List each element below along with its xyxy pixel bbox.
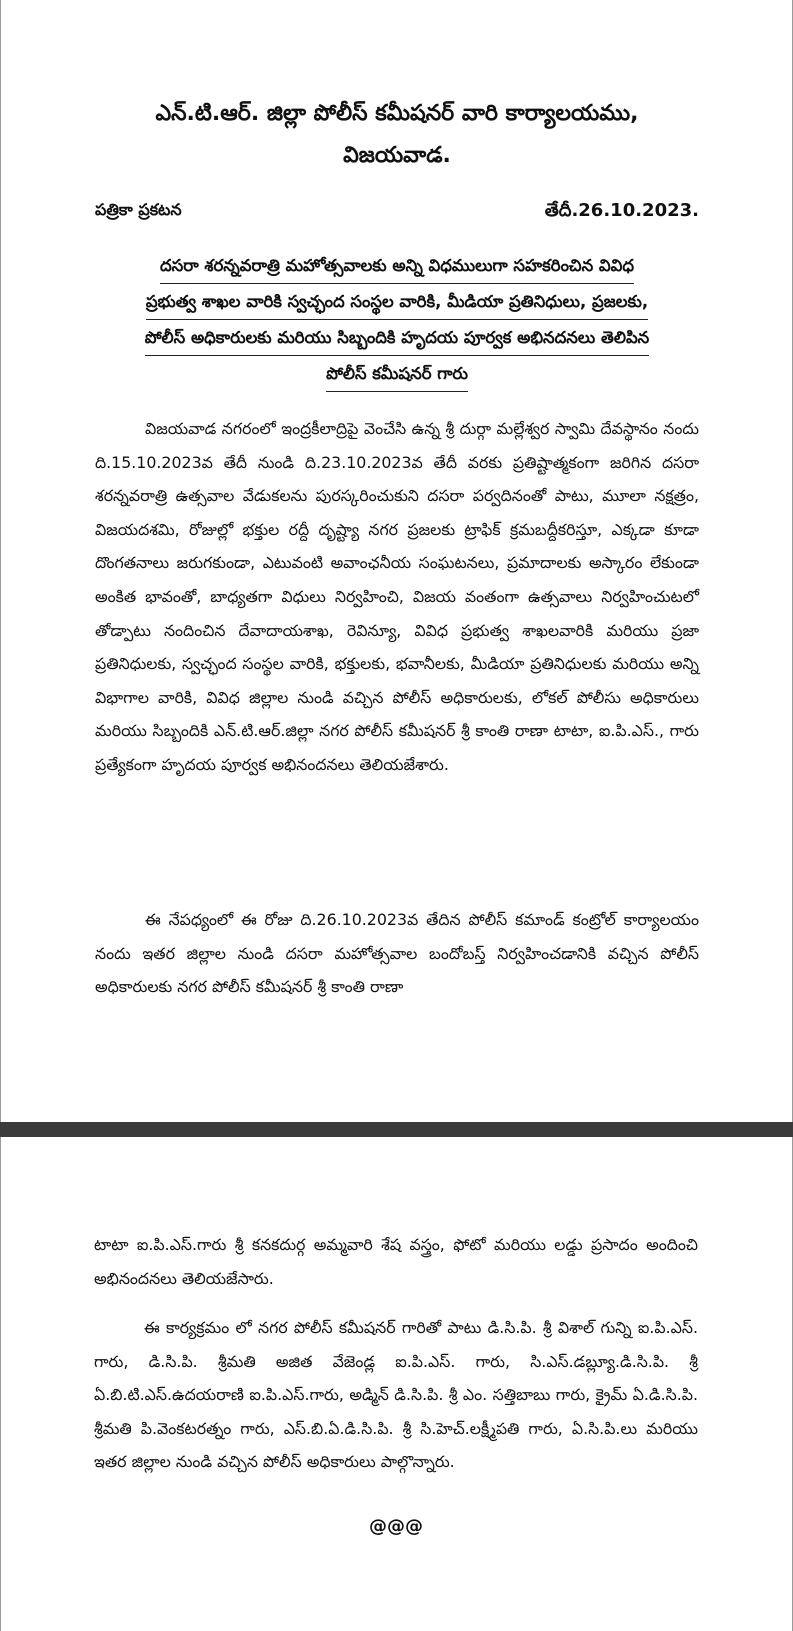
- subject-block: [95, 248, 699, 392]
- body-paragraph-4: [94, 1311, 698, 1479]
- body-paragraph-3: [94, 1228, 698, 1295]
- press-release-meta: [95, 200, 699, 225]
- page-separator: [0, 1122, 793, 1137]
- subject-line-1: దసరా శరన్నవరాత్రి మహోత్సవాలకు అన్ని విధములుగా సహకరించిన వివిధ: [160, 248, 634, 284]
- paragraph-text: ఈ కార్యక్రమం లో నగర పోలీస్ కమీషనర్ గారితో పాటు డి.సి.పి. శ్రీ విశాల్ గున్ని ఐ.పి.ఎస్. గారు, డి.సి.పి. శ్రీమతి అజిత వేజెండ్ల ఐ.పి.ఎస్. గారు, సి.ఎస్.డబ్ల్యూ.డి.సి.పి. శ్రీ ఏ.బి.టి.ఎస్.ఉదయరాణి ఐ.పి.ఎస్.గారు, అడ్మిన్ డి.సి.పి. శ్రీ ఎం. సత్తిబాబు గారు, క్రైమ్ ఏ.డి.సి.పి. శ్రీమతి పి.వెంకటరత్నం గారు, ఎస్.బి.ఏ.డి.సి.పి. శ్రీ సి.హెచ్.లక్ష్మీపతి గారు, ఏ.సి.పి.లు మరియు ఇతర జిల్లాల నుండి వచ్చిన పోలీస్ అధికారులు పాల్గొన్నారు.: [94, 1318, 698, 1472]
- subject-line-4: పోలీస్ కమీషనర్ గారు: [326, 356, 468, 392]
- signoff-mark: @@@: [369, 1516, 423, 1537]
- office-city: విజయవాడ.: [343, 143, 451, 168]
- body-paragraph-1: [95, 412, 699, 782]
- body-paragraph-2: [95, 903, 699, 1004]
- subject-line-3: పోలీస్ అధికారులకు మరియు సిబ్బందికి హృదయ పూర్వక అభినదనలు తెలిపిన: [145, 320, 650, 356]
- subject-line-2: ప్రభుత్వ శాఖల వారికి స్వచ్ఛంద సంస్థల వారికి, మీడియా ప్రతినిధులు, ప్రజలకు,: [146, 284, 648, 320]
- paragraph-text: టాటా ఐ.పి.ఎస్.గారు శ్రీ కనకదుర్గ అమ్మవారి శేష వస్త్రం, ఫోటో మరియు లడ్డు ప్రసాదం అందించి అభినందనలు తెలియజేసారు.: [94, 1235, 698, 1288]
- office-title: ఎన్.టి.ఆర్. జిల్లా పోలీస్ కమీషనర్ వారి కార్యాలయము,: [155, 101, 639, 126]
- paragraph-text: ఈ నేపధ్యంలో ఈ రోజు ది.26.10.2023వ తేదిన పోలీస్ కమాండ్ కంట్రోల్ కార్యాలయం నందు ఇతర జిల్లాల నుండి దసరా మహోత్సవాల బందోబస్త్ నిర్వహించడానికి వచ్చిన పోలీస్ అధికారులకు నగర పోలీస్ కమీషనర్ శ్రీ కాంతి రాణా: [95, 910, 699, 997]
- release-date: తేదీ.26.10.2023.: [544, 200, 699, 221]
- paragraph-text: విజయవాడ నగరంలో ఇంద్రకీలాద్రిపై వెంచేసి ఉన్న శ్రీ దుర్గా మల్లేశ్వర స్వామి దేవస్థానం నందు ది.15.10.2023వ తేదీ నుండి ది.23.10.2023వ తేదీ వరకు ప్రతిష్టాత్మకంగా జరిగిన దసరా శరన్నవరాత్రి ఉత్సవాల వేడుకలను పురస్కరించుకుని దసరా పర్వదినంతో పాటు, మూలా నక్షత్రం, విజయదశమి, రోజుల్లో భక్తుల రద్దీ దృష్ట్యా నగర ప్రజలకు ట్రాఫిక్ క్రమబద్దీకరిస్తూ, ఎక్కడా కూడా దొంగతనాలు జరుగకుండా, ఎటువంటి అవాంఛనీయ సంఘటనలు, ప్రమాదాలకు అస్కారం లేకుండా అంకిత భావంతో, బాధ్యతగా విధులు నిర్వహించి, విజయ వంతంగా ఉత్సవాలు నిర్వహించుటలో తోడ్పాటు నందించిన దేవాదాయశాఖ, రెవిన్యూ, వివిధ ప్రభుత్వ శాఖలవారికి మరియు ప్రజా ప్రతినిధులకు, స్వచ్ఛంద సంస్థల వారికి, భక్తులకు, భవానీలకు, మీడియా ప్రతినిధులకు మరియు అన్ని విభాగాల వారికి, వివిధ జిల్లాల నుండి వచ్చిన పోలీస్ అధికారులకు, లోకల్ పోలీసు అధికారులు మరియు సిబ్బందికి ఎన్.టి.ఆర్.జిల్లా నగర పోలీస్ కమీషనర్ శ్రీ కాంతి రాణా టాటా, ఐ.పి.ఎస్., గారు ప్రత్యేకంగా హృదయ పూర్వక అభినందనలు తెలియజేశారు.: [95, 419, 699, 774]
- press-release-label: పత్రికా ప్రకటన: [95, 200, 182, 219]
